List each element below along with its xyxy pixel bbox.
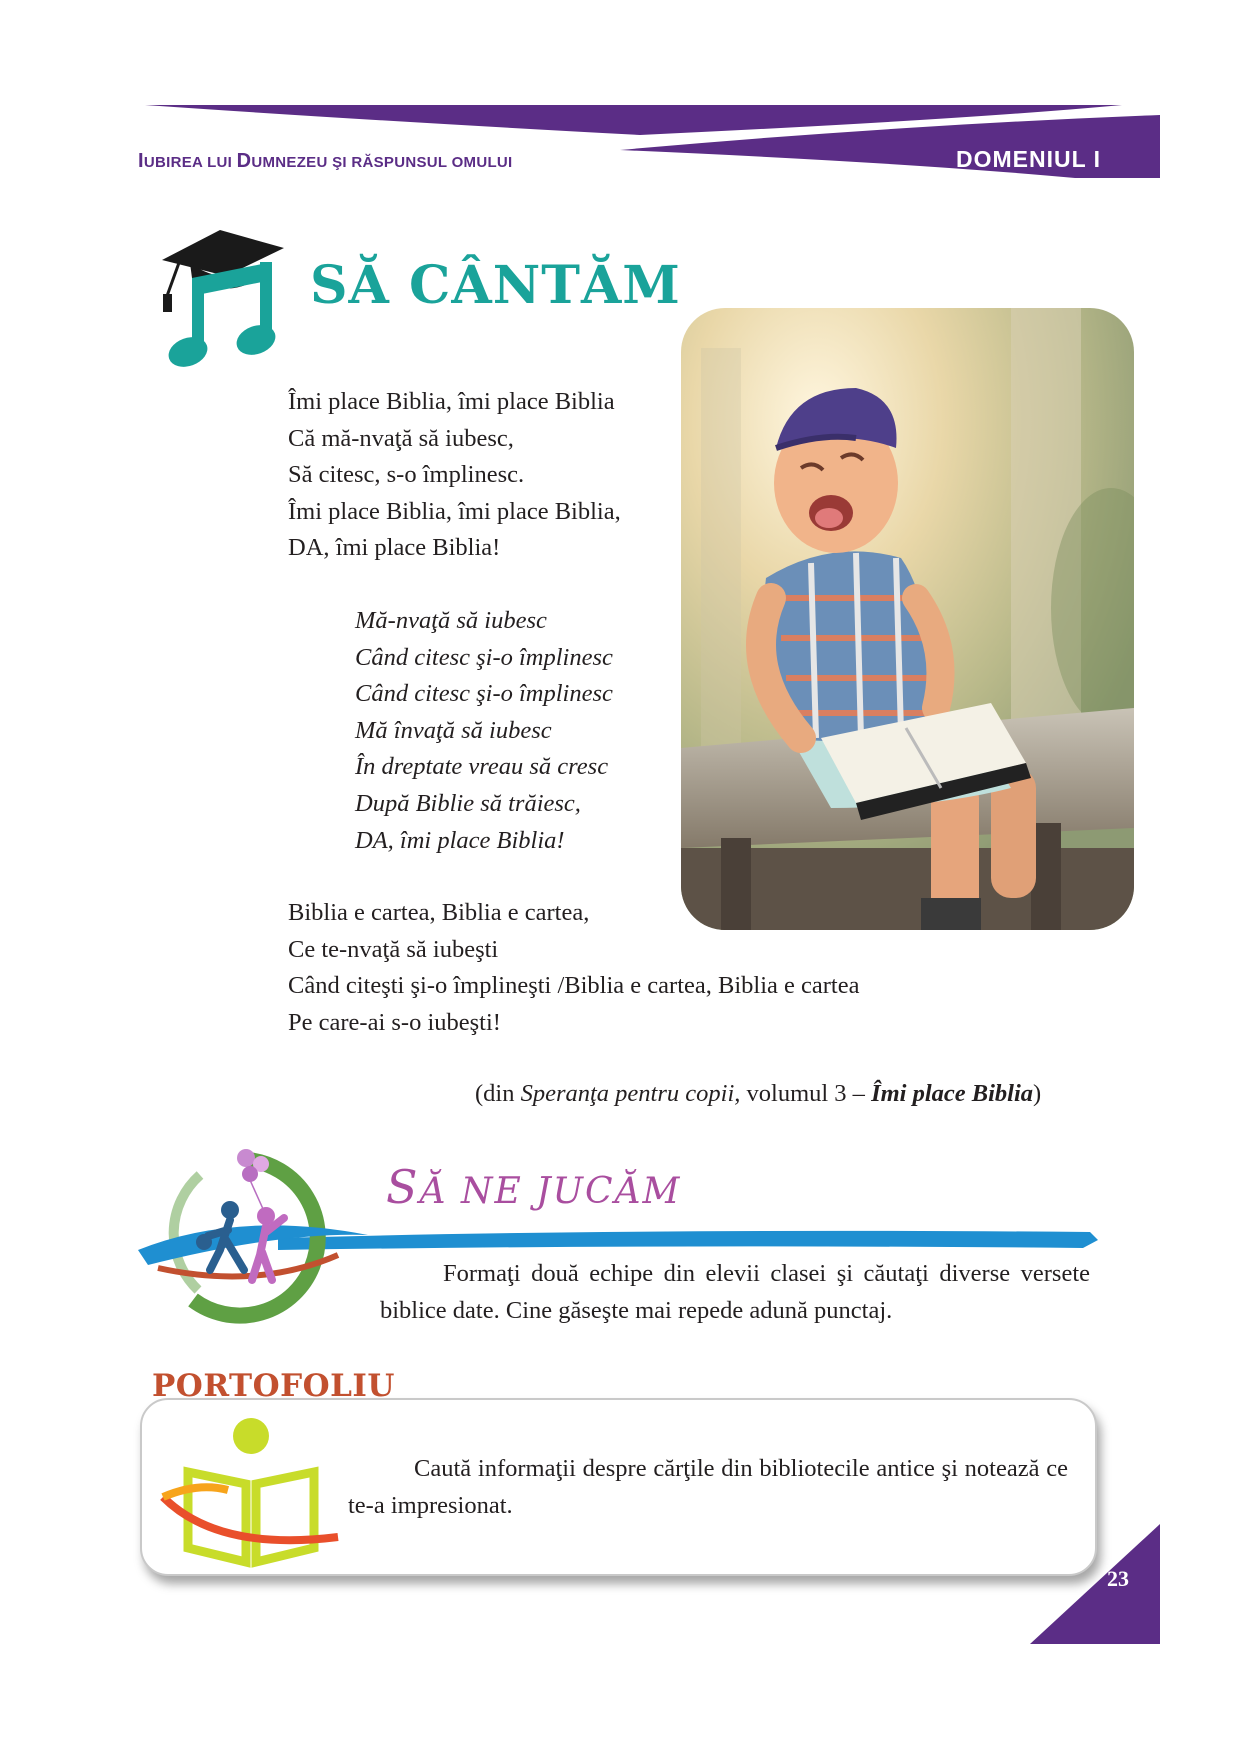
lyric-line: Că mă-nvaţă să iubesc, — [288, 424, 514, 452]
page-number: 23 — [1107, 1566, 1129, 1591]
play-section-title: SĂ NE JUCĂM — [386, 1160, 682, 1214]
lyric-line: Ce te-nvaţă să iubeşti — [288, 935, 499, 963]
lyric-line: Când citesc şi-o împlinesc — [355, 643, 613, 671]
song-source-citation — [475, 1080, 1041, 1108]
lyric-line: Mă învaţă să iubesc — [355, 716, 552, 744]
lyric-line: Îmi place Biblia, îmi place Biblia — [288, 388, 615, 415]
song-section-title: SĂ CÂNTĂM — [310, 255, 681, 316]
lyric-line: Mă-nvaţă să iubesc — [355, 607, 547, 634]
lyric-line: Când citeşti şi-o împlineşti /Biblia e cartea, Biblia e cartea — [288, 972, 860, 1000]
laughing-boy-with-bible-photo — [681, 308, 1134, 930]
lyric-line: DA, îmi place Biblia! — [355, 826, 565, 854]
person-reading-book-icon — [158, 1412, 348, 1572]
lyric-line: Biblia e cartea, Biblia e cartea, — [288, 899, 590, 926]
graduation-cap-music-note-icon — [150, 218, 290, 368]
running-header-domain: DOMENIUL I — [956, 146, 1102, 172]
song-chorus — [355, 603, 613, 859]
page-corner-triangle — [1030, 1524, 1160, 1644]
citation-suffix: ) — [1033, 1080, 1042, 1107]
running-header-section: IUBIREA LUI DUMNEZEU ŞI RĂSPUNSUL OMULUI — [138, 150, 513, 172]
lyric-line: Îmi place Biblia, îmi place Biblia, — [288, 497, 621, 525]
lyric-line: În dreptate vreau să cresc — [355, 753, 609, 781]
lyric-line: DA, îmi place Biblia! — [288, 534, 501, 562]
song-verse-1 — [288, 384, 621, 567]
citation-prefix: (din — [475, 1080, 521, 1107]
lyric-line: Pe care-ai s-o iubeşti! — [288, 1008, 501, 1036]
portfolio-task: Caută informaţii despre cărţile din bibliotecile antice şi notează ce te-a impresionat. — [348, 1455, 1068, 1519]
lyric-line: Când citesc şi-o împlinesc — [355, 680, 613, 708]
play-instructions: Formaţi două echipe din elevii clasei şi căutaţi diverse versete biblice date. Cine găseşte mai repede adună punctaj. — [380, 1260, 1090, 1324]
lyric-line: Să citesc, s-o împlinesc. — [288, 461, 525, 489]
citation-book: Speranţa pentru copii, — [520, 1080, 741, 1107]
citation-song: Îmi place Biblia — [871, 1080, 1034, 1107]
portfolio-title: PORTOFOLIU — [152, 1368, 395, 1404]
lyric-line: După Biblie să trăiesc, — [355, 789, 581, 817]
citation-volume: volumul 3 – — [740, 1080, 872, 1107]
